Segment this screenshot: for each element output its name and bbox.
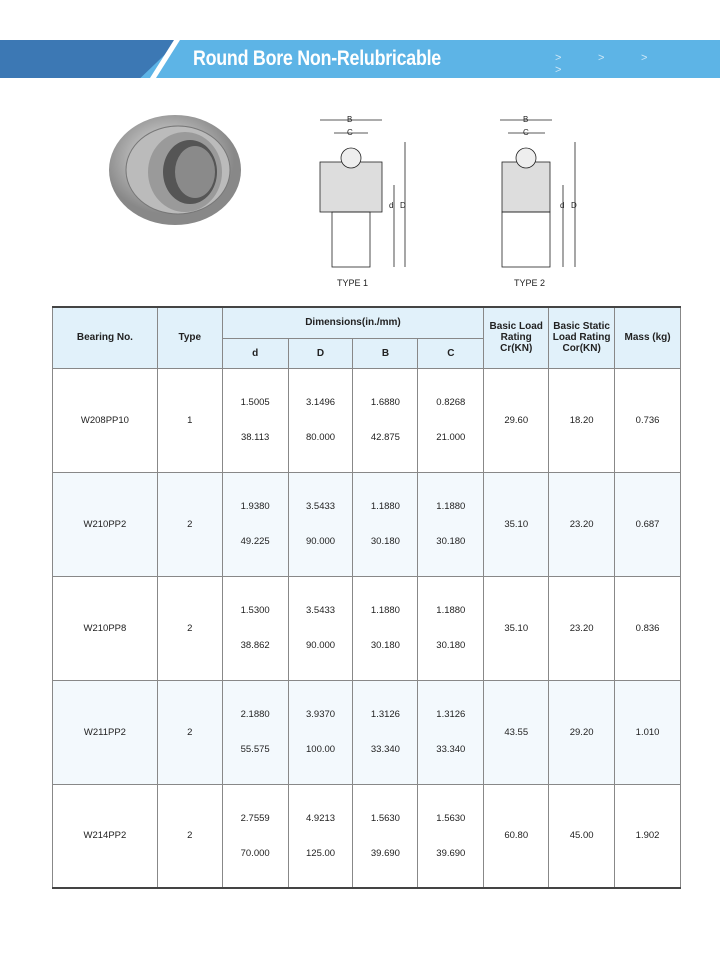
type: 2 bbox=[157, 680, 222, 784]
svg-text:D: D bbox=[571, 201, 577, 210]
cor: 29.20 bbox=[549, 680, 615, 784]
cr: 35.10 bbox=[484, 472, 549, 576]
dim-D: 4.9213 125.00 bbox=[288, 784, 353, 888]
mass: 1.902 bbox=[615, 784, 681, 888]
section-banner bbox=[0, 40, 720, 78]
dim-d: 2.7559 70.000 bbox=[222, 784, 288, 888]
cor: 45.00 bbox=[549, 784, 615, 888]
dim-D: 3.5433 90.000 bbox=[288, 472, 353, 576]
dim-C: 0.8268 21.000 bbox=[418, 368, 484, 472]
type: 2 bbox=[157, 472, 222, 576]
bearing-photo bbox=[109, 115, 241, 225]
type1-diagram bbox=[320, 120, 405, 267]
dim-B: 1.1880 30.180 bbox=[353, 472, 418, 576]
bearing-no: W210PP8 bbox=[53, 576, 158, 680]
type: 1 bbox=[157, 368, 222, 472]
dim-d: 1.5300 38.862 bbox=[222, 576, 288, 680]
mass: 1.010 bbox=[615, 680, 681, 784]
svg-text:d: d bbox=[560, 201, 565, 210]
cor: 18.20 bbox=[549, 368, 615, 472]
section-title: Round Bore Non-Relubricable bbox=[193, 47, 441, 70]
dim-d: 1.9380 49.225 bbox=[222, 472, 288, 576]
mass: 0.736 bbox=[615, 368, 681, 472]
dim-d: 1.5005 38.113 bbox=[222, 368, 288, 472]
svg-text:D: D bbox=[400, 201, 406, 210]
dim-C: 1.1880 30.180 bbox=[418, 576, 484, 680]
dim-D: 3.1496 80.000 bbox=[288, 368, 353, 472]
table-row bbox=[53, 576, 681, 680]
cr: 60.80 bbox=[484, 784, 549, 888]
svg-text:C: C bbox=[523, 128, 529, 137]
type1-caption: TYPE 1 bbox=[337, 278, 369, 288]
dim-B: 1.3126 33.340 bbox=[353, 680, 418, 784]
dim-B: 1.6880 42.875 bbox=[353, 368, 418, 472]
svg-text:C: C bbox=[347, 128, 353, 137]
table-row bbox=[53, 680, 681, 784]
bearing-no: W211PP2 bbox=[53, 680, 158, 784]
bearing-no: W208PP10 bbox=[53, 368, 158, 472]
type2-diagram bbox=[500, 120, 575, 267]
table-row bbox=[53, 784, 681, 888]
dim-D: 3.9370 100.00 bbox=[288, 680, 353, 784]
type: 2 bbox=[157, 784, 222, 888]
dim-C: 1.3126 33.340 bbox=[418, 680, 484, 784]
dim-C: 1.5630 39.690 bbox=[418, 784, 484, 888]
cr: 29.60 bbox=[484, 368, 549, 472]
bearing-table: Bearing No. Type Dimensions(in./mm) Basic Load Rating Cr(KN) Basic Static Load Rating Cor(KN) Mass (kg) d D B C W208PP10 1 1.5005 38.113 3.1496 80.000 1.6880 42.875 0.8268 21.000 29.60 18.20 0.736 W210PP2 2 1.9380 49.225 3.5433 90.000 1.1880 30.180 1.1880 30.180 35.10 23.20 0.687 W210PP8 2 1.5300 38.862 3.5433 90.000 1.1880 30.180 1.1880 30.180 35.10 23.20 0.836 W211PP2 2 2.1880 55.575 3.9370 100.00 1.3126 33.340 1.3126 33.340 43.55 29.20 1.010 W214PP2 2 2.7559 70.000 4.9213 125.00 1.5630 39.690 1.5630 39.690 60.80 45.00 1.902 bbox=[52, 306, 681, 889]
svg-text:B: B bbox=[523, 115, 529, 124]
bearing-no: W214PP2 bbox=[53, 784, 158, 888]
type2-caption: TYPE 2 bbox=[514, 278, 546, 288]
mass: 0.687 bbox=[615, 472, 681, 576]
cor: 23.20 bbox=[549, 576, 615, 680]
svg-text:d: d bbox=[389, 201, 394, 210]
dim-C: 1.1880 30.180 bbox=[418, 472, 484, 576]
dim-B: 1.1880 30.180 bbox=[353, 576, 418, 680]
arrow-icons: > > >> bbox=[555, 52, 648, 76]
cr: 43.55 bbox=[484, 680, 549, 784]
dim-B: 1.5630 39.690 bbox=[353, 784, 418, 888]
cr: 35.10 bbox=[484, 576, 549, 680]
bearing-figures bbox=[0, 100, 720, 300]
bearing-no: W210PP2 bbox=[53, 472, 158, 576]
type: 2 bbox=[157, 576, 222, 680]
cor: 23.20 bbox=[549, 472, 615, 576]
mass: 0.836 bbox=[615, 576, 681, 680]
svg-text:B: B bbox=[347, 115, 353, 124]
dim-d: 2.1880 55.575 bbox=[222, 680, 288, 784]
table-row bbox=[53, 472, 681, 576]
table-row bbox=[53, 368, 681, 472]
dim-D: 3.5433 90.000 bbox=[288, 576, 353, 680]
